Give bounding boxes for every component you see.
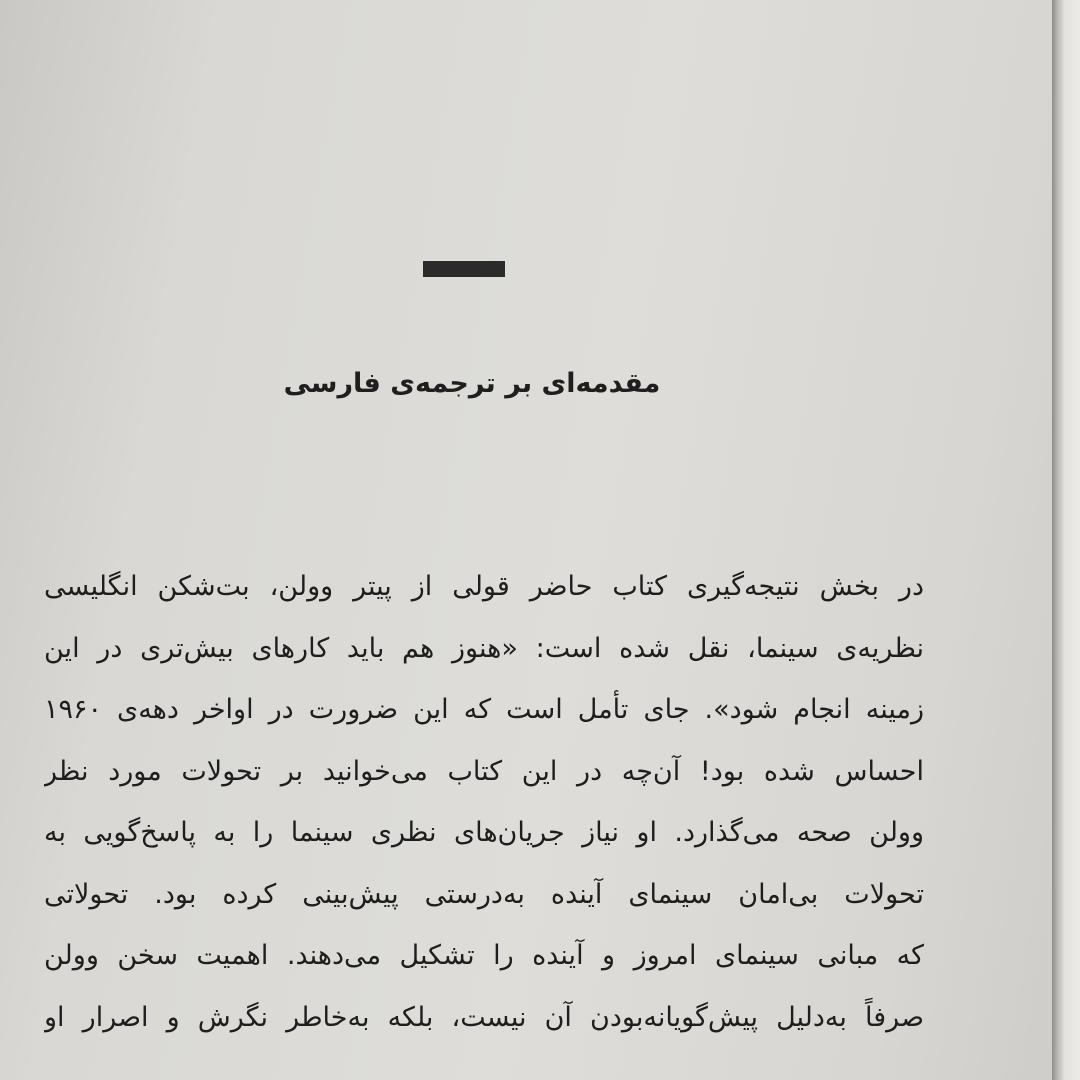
chapter-heading: مقدمه‌ای بر ترجمه‌ی فارسی (283, 368, 661, 399)
page-edge (1052, 0, 1080, 1080)
text-line: احساس شده بود! آن‌چه در این کتاب می‌خوانید بر تحولات مورد نظر (44, 755, 924, 787)
text-line: در بخش نتیجه‌گیری کتاب حاضر قولی از پیتر وولن، بت‌شکن انگلیسی (44, 571, 924, 602)
text-line: تحولات بی‌امان سینمای آینده به‌درستی پیش‌بینی کرده بود. تحولاتی (44, 878, 924, 910)
body-paragraph (44, 556, 924, 1048)
text-line: زمینه انجام شود». جای تأمل است که این ضرورت در اواخر دهه‌ی ۱۹۶۰ (44, 694, 924, 725)
text-line: نظریه‌ی سینما، نقل شده است: «هنوز هم باید کارهای بیش‌تری در این (44, 632, 924, 664)
text-line: که مبانی سینمای امروز و آینده را تشکیل می‌دهند. اهمیت سخن وولن (44, 940, 924, 971)
text-line: صرفاً به‌دلیل پیش‌گویانه‌بودن آن نیست، بلکه به‌خاطر نگرش و اصرار او (44, 1001, 924, 1033)
text-line: وولن صحه می‌گذارد. او نیاز جریان‌های نظری سینما را به پاسخ‌گویی به (44, 817, 924, 848)
chapter-marker-bar (423, 261, 505, 277)
